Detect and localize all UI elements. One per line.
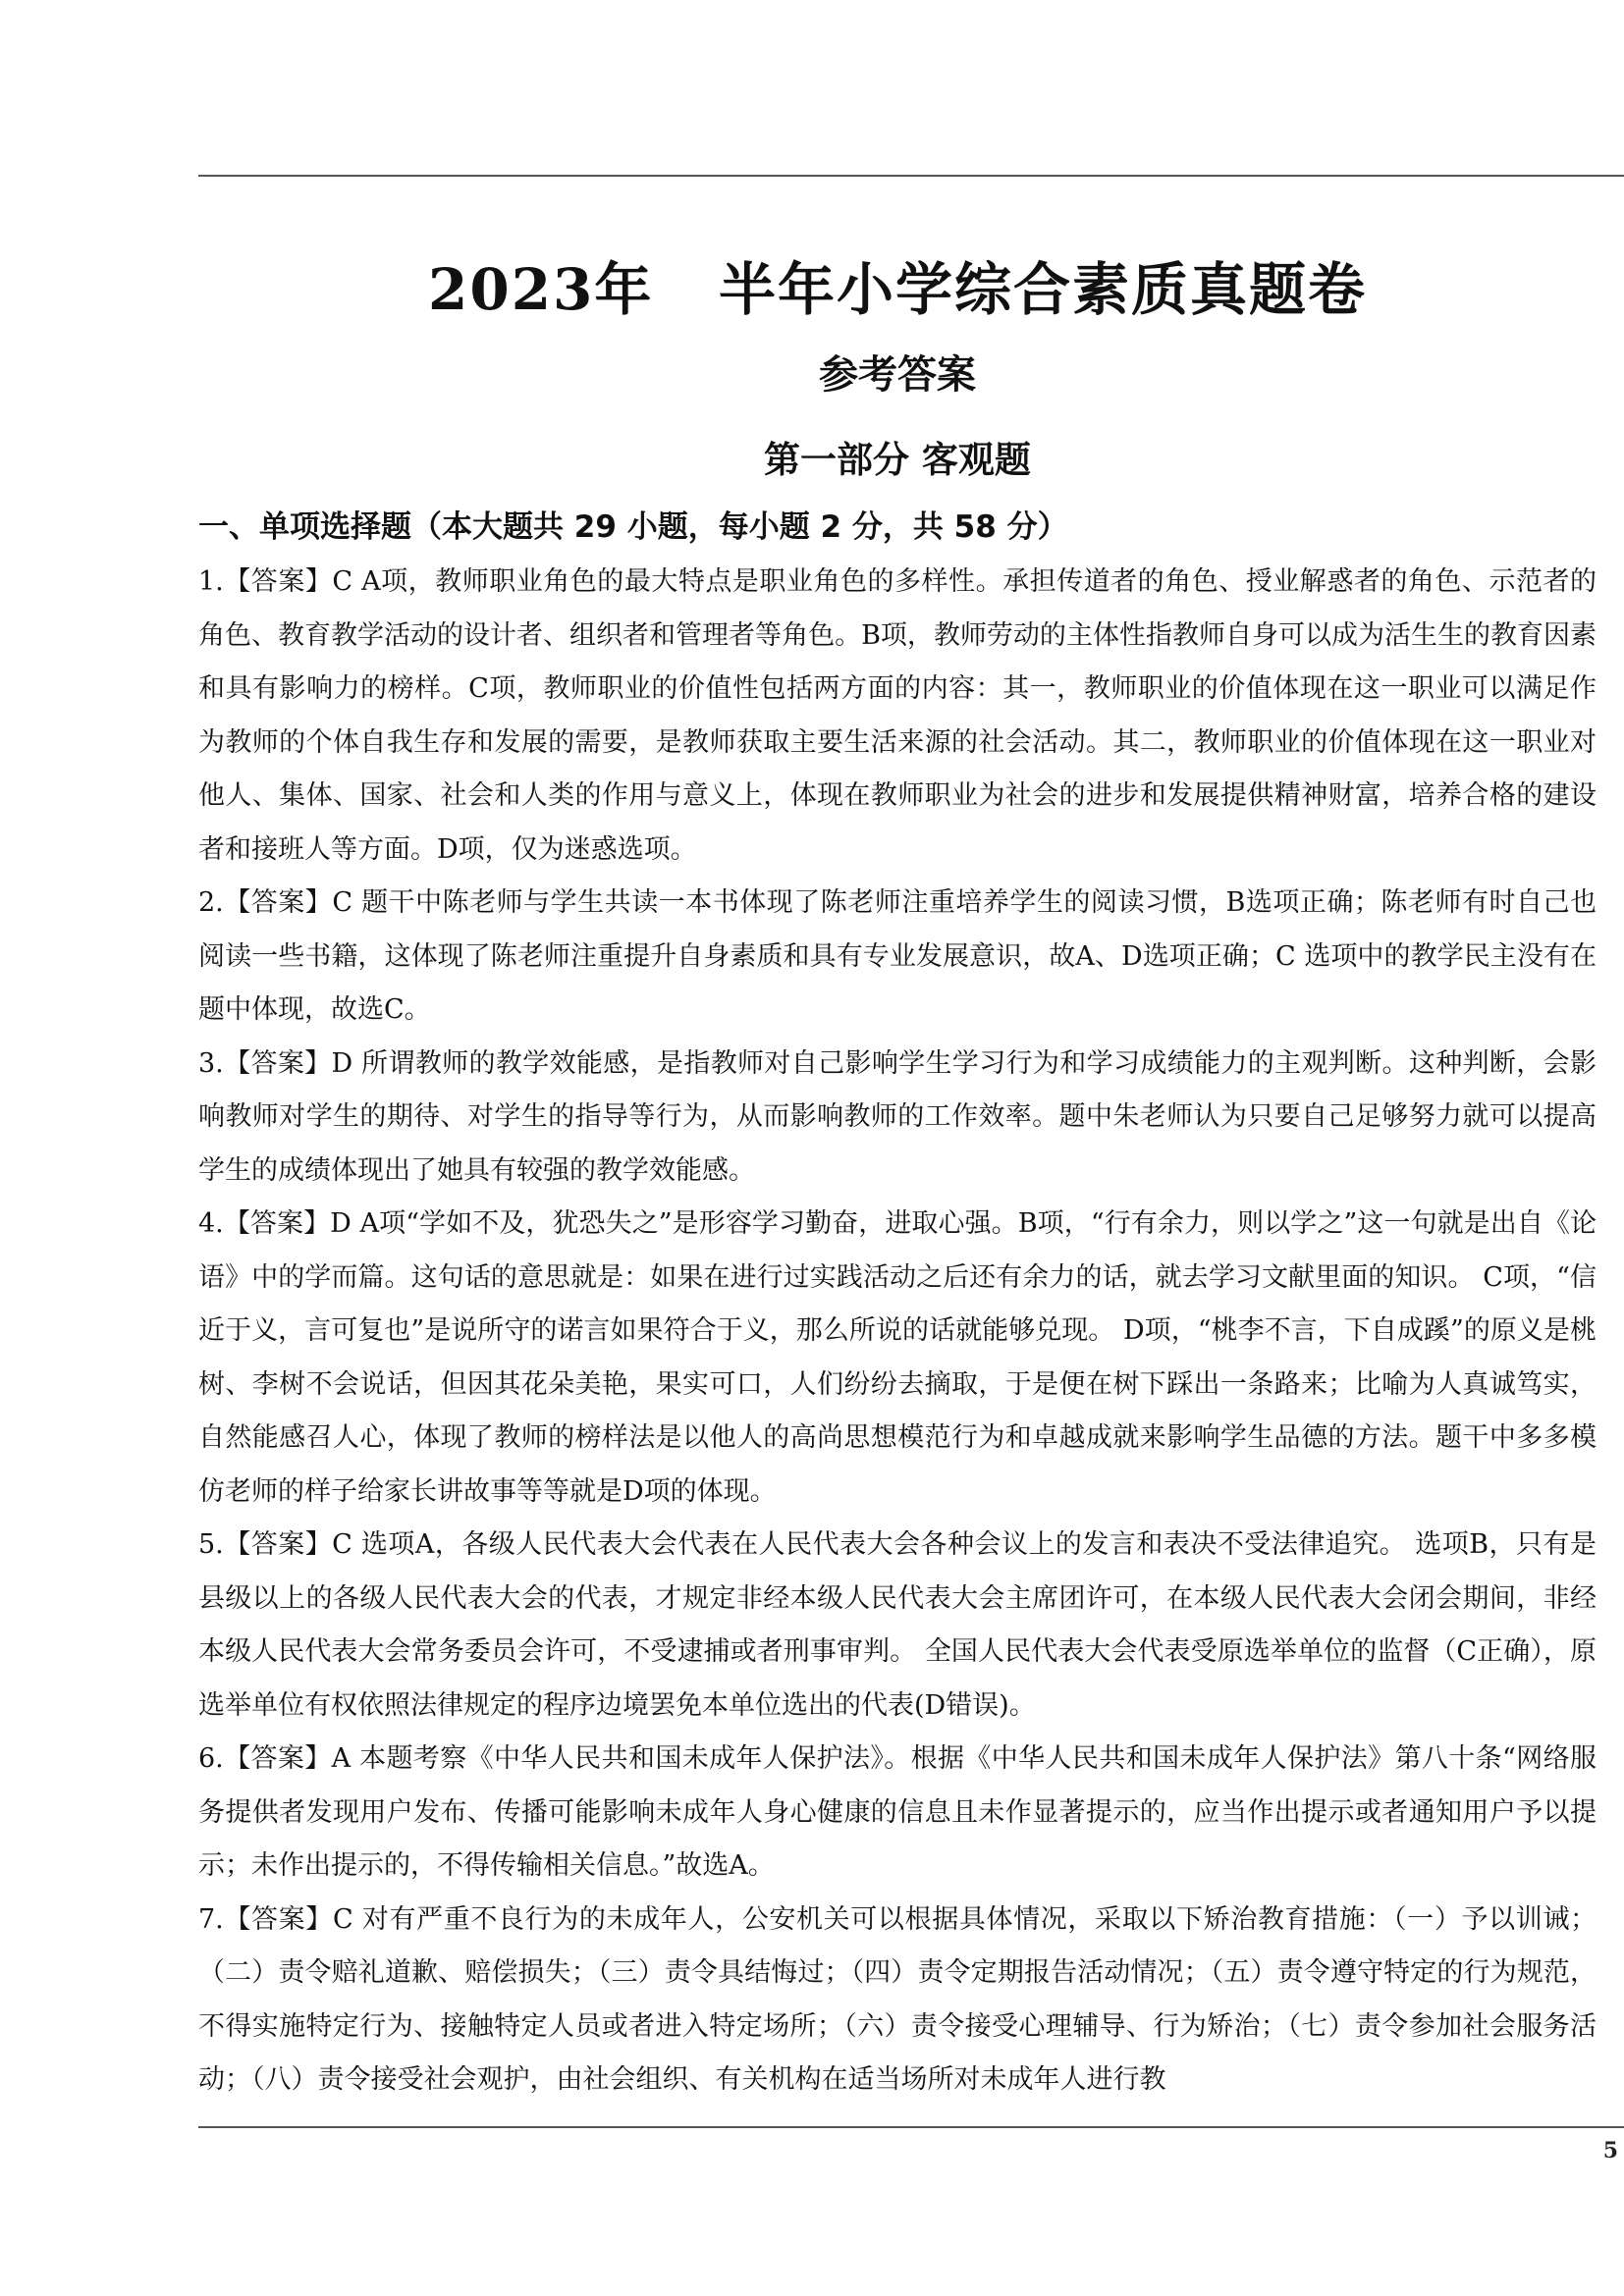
answer-item-6: 6.【答案】A 本题考察《中华人民共和国未成年人保护法》。根据《中华人民共和国未成年人保护法》第八十条“网络服务提供者发现用户发布、传播可能影响未成年人身心健康的信息且未作显著提示的，应当作出提示或者通知用户予以提示；未作出提示的，不得传输相关信息。”故选A。 — [198, 1743, 1597, 1881]
answer-item-1: 1.【答案】C A项，教师职业角色的最大特点是职业角色的多样性。承担传道者的角色、授业解惑者的角色、示范者的角色、教育教学活动的设计者、组织者和管理者等角色。B项，教师劳动的主体性指教师自身可以成为活生生的教育因素和具有影响力的榜样。C项，教师职业的价值性包括两方面的内容：其一，教师职业的价值体现在这一职业可以满足作为教师的个体自我生存和发展的需要，是教师获取主要生活来源的社会活动。其二，教师职业的价值体现在这一职业对他人、集体、国家、社会和人类的作用与意义上，体现在教师职业为社会的进步和发展提供精神财富，培养合格的建设者和接班人等方面。D项，仅为迷惑选项。 — [198, 566, 1597, 865]
page-number: 5 — [1602, 2138, 1618, 2163]
header-rule — [198, 175, 1624, 177]
answer-item-4: 4.【答案】D A项“学如不及，犹恐失之”是形容学习勤奋，进取心强。B项，“行有余力，则以学之”这一句就是出自《论语》中的学而篇。这句话的意思就是：如果在进行过实践活动之后还有余力的话，就去学习文献里面的知识。 C项，“信近于义，言可复也”是说所守的诺言如果符合于义，那么所说的话就能够兑现。 D项，“桃李不言，下自成蹊”的原义是桃树、李树不会说话，但因其花朵美艳，果实可口，人们纷纷去摘取，于是便在树下踩出一条路来；比喻为人真诚笃实，自然能感召人心，体现了教师的榜样法是以他人的高尚思想模范行为和卓越成就来影响学生品德的方法。题干中多多模仿老师的样子给家长讲故事等等就是D项的体现。 — [198, 1208, 1597, 1507]
answer-item-2: 2.【答案】C 题干中陈老师与学生共读一本书体现了陈老师注重培养学生的阅读习惯，B选项正确；陈老师有时自己也阅读一些书籍，这体现了陈老师注重提升自身素质和具有专业发展意识，故A、D选项正确；C 选项中的教学民主没有在题中体现，故选C。 — [198, 887, 1597, 1025]
part-title: 第一部分 客观题 — [764, 438, 1031, 481]
answer-item-5: 5.【答案】C 选项A，各级人民代表大会代表在人民代表大会各种会议上的发言和表决不受法律追究。 选项B，只有是县级以上的各级人民代表大会的代表，才规定非经本级人民代表大会主席团许可，在本级人民代表大会闭会期间，非经本级人民代表大会常务委员会许可，不受逮捕或者刑事审判。 全国人民代表大会代表受原选举单位的监督（C正确），原选举单位有权依照法律规定的程序边境罢免本单位选出的代表(D错误)。 — [198, 1529, 1597, 1721]
answer-list — [198, 556, 1597, 2108]
answer-item-7: 7.【答案】C 对有严重不良行为的未成年人，公安机关可以根据具体情况，采取以下矫治教育措施：（一）予以训诫；（二）责令赔礼道歉、赔偿损失；（三）责令具结悔过；（四）责令定期报告活动情况；（五）责令遵守特定的行为规范，不得实施特定行为、接触特定人员或者进入特定场所；（六）责令接受心理辅导、行为矫治；（七）责令参加社会服务活动；（八）责令接受社会观护，由社会组织、有关机构在适当场所对未成年人进行教 — [198, 1903, 1597, 2095]
answer-item-3: 3.【答案】D 所谓教师的教学效能感，是指教师对自己影响学生学习行为和学习成绩能力的主观判断。这种判断，会影响教师对学生的期待、对学生的指导等行为，从而影响教师的工作效率。题中朱老师认为只要自己足够努力就可以提高学生的成绩体现出了她具有较强的教学效能感。 — [198, 1047, 1597, 1186]
document-title: 2023年 半年小学综合素质真题卷 — [427, 256, 1367, 323]
section-title: 一、单项选择题（本大题共 29 小题，每小题 2 分，共 58 分） — [198, 509, 1068, 545]
footer-rule — [198, 2126, 1624, 2128]
document-subtitle: 参考答案 — [819, 351, 976, 398]
